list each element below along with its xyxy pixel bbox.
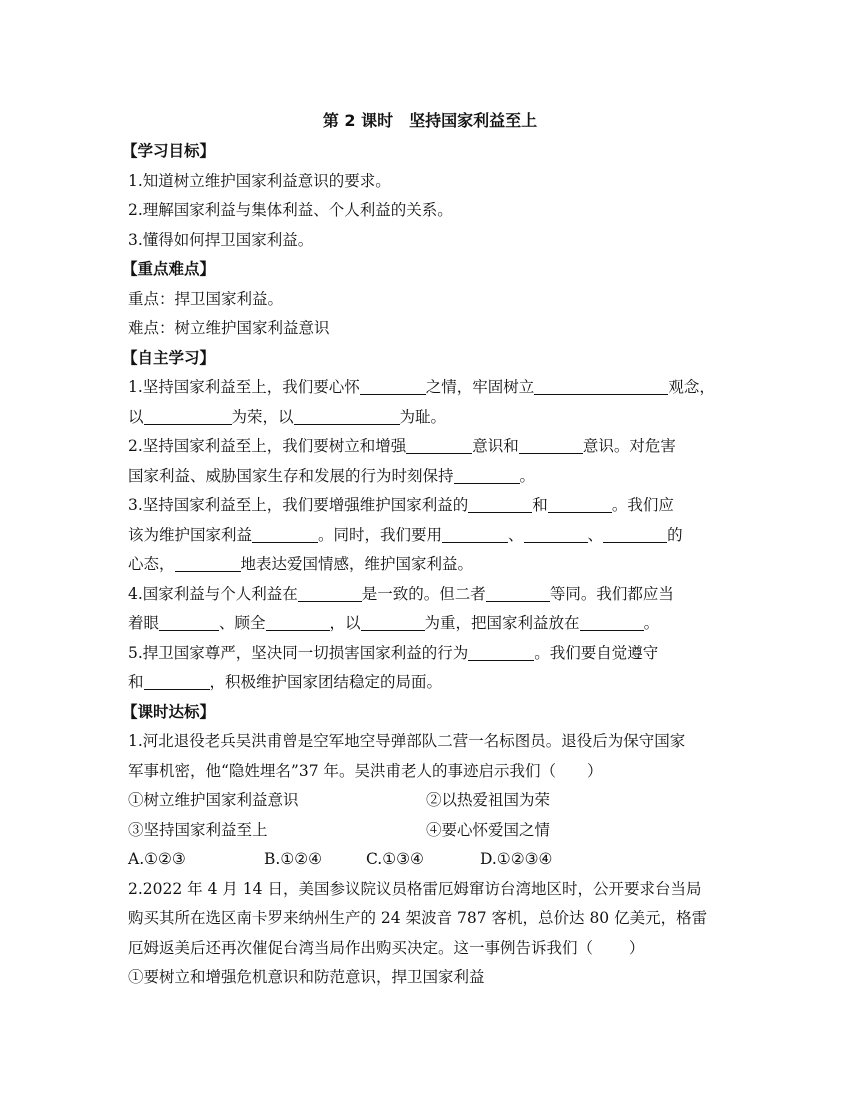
- self-q3-text: 和: [532, 496, 548, 514]
- self-q4-text: 为重，把国家利益放在: [424, 614, 580, 632]
- fill-blank[interactable]: [486, 583, 550, 602]
- fill-blank[interactable]: [298, 583, 362, 602]
- fill-blank[interactable]: [252, 524, 318, 543]
- fill-blank[interactable]: [159, 612, 219, 631]
- self-q3-line2: [128, 521, 732, 551]
- fill-blank[interactable]: [580, 612, 644, 631]
- practice-q2-stem-line1: 2.2022 年 4 月 14 日，美国参议院议员格雷厄姆窜访台湾地区时，公开要求台当局: [128, 879, 702, 898]
- self-q4-text: 、顾全: [219, 614, 266, 632]
- self-q5-text: 和: [128, 673, 144, 691]
- document-body: [122, 137, 732, 993]
- self-q2-text: 意识和: [472, 437, 519, 455]
- self-q3-text: 。同时，我们要用: [318, 525, 443, 544]
- self-q1-text: 观念，: [668, 378, 715, 396]
- self-q2-text: 。: [519, 466, 536, 485]
- self-q2-text: 意识。对危害: [582, 437, 676, 455]
- fill-blank[interactable]: [442, 524, 508, 543]
- choice-b[interactable]: B.①②④: [264, 850, 323, 868]
- practice-q2-stem-line3: 厄姆返美后还再次催促台湾当局作出购买决定。这一事例告诉我们（ ）: [128, 938, 645, 957]
- self-q3-text: 。我们应: [611, 496, 674, 514]
- self-q3-text: 、: [587, 525, 604, 544]
- self-q5-line2: [128, 668, 732, 698]
- statement-option: ④要心怀爱国之情: [426, 820, 551, 839]
- self-q2-text: 2.坚持国家利益至上，我们要树立和增强: [128, 437, 407, 455]
- self-q3-text: 的: [667, 525, 683, 544]
- choice-d[interactable]: D.①②③④: [480, 850, 553, 868]
- key-point-item: 重点：捍卫国家利益。: [128, 289, 284, 308]
- fill-blank[interactable]: [361, 612, 425, 631]
- practice-q1-stem-line2: 军事机密，他“隐姓埋名”37 年。吴洪甫老人的事迹启示我们（ ）: [128, 761, 603, 780]
- fill-blank[interactable]: [144, 406, 232, 425]
- self-q3-line3: [128, 550, 732, 580]
- goal-item-2: 2.理解国家利益与集体利益、个人利益的关系。: [128, 201, 453, 219]
- fill-blank[interactable]: [534, 376, 668, 395]
- self-q1-text: 1.坚持国家利益至上，我们要心怀: [128, 378, 360, 396]
- statement-option: ②以热爱祖国为荣: [426, 791, 551, 809]
- self-q2-line2: [128, 462, 732, 492]
- self-q5-text: ，积极维护国家团结稳定的局面。: [209, 673, 443, 691]
- self-q5-text: 5.捍卫国家尊严，坚决同一切损害国家利益的行为: [128, 643, 469, 662]
- fill-blank[interactable]: [603, 524, 667, 543]
- fill-blank[interactable]: [144, 671, 210, 690]
- self-q3-text: 心态，: [128, 555, 175, 573]
- practice-q1-stem-line1: 1.河北退役老兵吴洪甫曾是空军地空导弹部队二营一名标图员。退役后为保守国家: [128, 732, 686, 750]
- self-q4-text: 。: [643, 614, 660, 632]
- statement-option: ①树立维护国家利益意识: [128, 791, 299, 809]
- practice-q1-statements-row1: [128, 786, 732, 816]
- self-q1-text: 之情，牢固树立: [425, 378, 535, 396]
- practice-q1-choices: [128, 845, 732, 875]
- section-heading-key-points: 【重点难点】: [122, 260, 216, 278]
- self-q4-line2: [128, 609, 732, 639]
- fill-blank[interactable]: [454, 465, 520, 484]
- self-q3-line1: [128, 491, 732, 521]
- self-q1-text: 为荣，以: [231, 407, 294, 426]
- fill-blank[interactable]: [175, 553, 241, 572]
- self-q4-text: 是一致的。但二者: [361, 584, 486, 603]
- fill-blank[interactable]: [548, 494, 612, 513]
- self-q2-text: 国家利益、威胁国家生存和发展的行为时刻保持: [128, 466, 454, 485]
- self-q1-line2: [128, 403, 732, 433]
- self-q1-text: 为耻。: [399, 407, 447, 426]
- fill-blank[interactable]: [524, 524, 588, 543]
- page-title: 第 2 课时 坚持国家利益至上: [322, 111, 538, 130]
- self-q1-text: 以: [128, 407, 144, 426]
- fill-blank[interactable]: [294, 406, 400, 425]
- difficult-point-item: 难点：树立维护国家利益意识: [128, 319, 330, 337]
- self-q4-text: 着眼: [128, 614, 160, 632]
- self-q4-text: 等同。我们都应当: [549, 584, 674, 603]
- self-q4-text: 4.国家利益与个人利益在: [128, 584, 298, 603]
- self-q5-text: 。我们要自觉遵守: [534, 643, 659, 662]
- self-q1-line1: [128, 373, 732, 403]
- section-heading-self-study: 【自主学习】: [122, 348, 216, 367]
- section-heading-goals: 【学习目标】: [122, 142, 216, 160]
- fill-blank[interactable]: [406, 435, 472, 454]
- self-q3-text: 3.坚持国家利益至上，我们要增强维护国家利益的: [128, 496, 469, 514]
- practice-q2-statement-1: ①要树立和增强危机意识和防范意识，捍卫国家利益: [128, 968, 485, 986]
- self-q4-line1: [128, 580, 732, 610]
- goal-item-1: 1.知道树立维护国家利益意识的要求。: [128, 171, 391, 190]
- self-q3-text: 地表达爱国情感，维护国家利益。: [240, 555, 474, 573]
- fill-blank[interactable]: [266, 612, 330, 631]
- section-heading-practice: 【课时达标】: [122, 702, 216, 721]
- choice-a[interactable]: A.①②③: [128, 850, 186, 868]
- self-q3-text: 、: [508, 525, 524, 544]
- choice-c[interactable]: C.①③④: [366, 850, 424, 868]
- self-q3-text: 该为维护国家利益: [128, 525, 253, 544]
- fill-blank[interactable]: [468, 642, 534, 661]
- practice-q1-statements-row2: [128, 816, 732, 846]
- fill-blank[interactable]: [360, 376, 426, 395]
- self-q5-line1: [128, 639, 732, 669]
- fill-blank[interactable]: [468, 494, 532, 513]
- practice-q2-stem-line2: 购买其所在选区南卡罗来纳州生产的 24 架波音 787 客机，总价达 80 亿美元，格雷: [128, 909, 708, 927]
- statement-option: ③坚持国家利益至上: [128, 820, 268, 839]
- self-q2-line1: [128, 432, 732, 462]
- fill-blank[interactable]: [519, 435, 583, 454]
- self-q4-text: ，以: [329, 614, 361, 632]
- goal-item-3: 3.懂得如何捍卫国家利益。: [128, 230, 314, 249]
